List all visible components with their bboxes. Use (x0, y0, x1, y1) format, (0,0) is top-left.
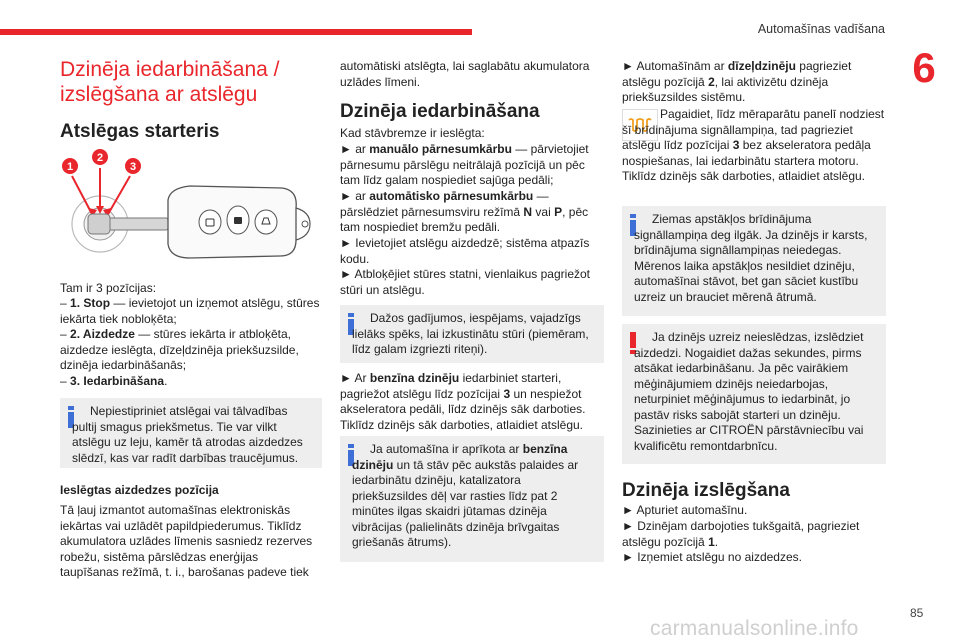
callout-number-1: 1 (66, 161, 74, 173)
stop-step-2: ► Dzinējam darbojoties tukšgaitā, pagrieziet atslēgu pozīcijā 1. (622, 519, 860, 549)
info-note-petrol-vibration: Ja automašīna ir aprīkota ar benzīna dzinēju un tā stāv pēc aukstās palaides ar iedarbinātu dzinēju, katalizatora priekšuzsildes dēļ var rasties līdz pat 2 minūtes ilgas skaidri jūtamas dzinēja vibrācijas (palielināts dzinēja brīvgaitas griešanās ātrums). (340, 436, 604, 562)
callout-arrow-3 (107, 176, 130, 216)
stop-step-3: ► Izņemiet atslēgu no aizdedzes. (622, 550, 802, 564)
position-2-text: – 2. Aizdedze — stūres iekārta ir atbloķēta, aizdedze ieslēgta, dīzeļdzinēja priekšuzsilde, dzinēja iedarbināšanās; (60, 327, 299, 372)
watermark: carmanualsonline.info (650, 617, 859, 640)
unlock-steering-step: ► Atbloķējiet stūres statni, vienlaikus pagriežot stūri un atslēgu. (340, 267, 591, 297)
manual-gearbox-step: ► ar manuālo pārnesumkārbu — pārvietojiet pārnesumu pārslēgu neitrālajā pozīcijā un pēc tam līdz galam nospiediet sajūga pedāli; (340, 142, 589, 187)
start-intro: Kad stāvbremze ir ieslēgta: (340, 126, 485, 140)
section-title-line-2: izslēgšana ar atslēgu (60, 83, 258, 106)
key-illustration (60, 148, 322, 266)
stop-step-1: ► Apturiet automašīnu. (622, 503, 748, 517)
section-title-line-1: Dzinēja iedarbināšana / (60, 58, 280, 81)
auto-gearbox-step: ► ar automātisko pārnesumkārbu — pārslēdziet pārnesumsviru režīmā N vai P, pēc tam nospiediet bremžu pedāli. (340, 189, 589, 234)
petrol-start-step: ► Ar benzīna dzinēju iedarbiniet starteri, pagriežot atslēgu līdz pozīcijai 3 un nespiežot akseleratora pedāli, līdz dzinējs sāk darboties. Tiklīdz dzinējs sāk darboties, atlaidiet atslēgu. (340, 371, 586, 432)
warning-note-starter: Ja dzinējs uzreiz neieslēdzas, izslēdziet aizdedzi. Nogaidiet dažas sekundes, pirms atsākat iedarbināšanu. Ja pēc vairākiem mēģinājumiem dzinējs neiedarbojas, neturpiniet mēģinājumus to iedarbināt, jo pastāv risks sabojāt starteri un dzinēju. Sazinieties ar CITROËN pārstāvniecību vai kvalificētu remontdarbnīcu. (622, 324, 886, 464)
position-3-text: – 3. Iedarbināšana. (60, 374, 168, 388)
chapter-number: 6 (912, 44, 936, 91)
insert-key-step: ► Ievietojiet atslēgu aizdedzē; sistēma atpazīs kodu. (340, 236, 590, 266)
start-engine-heading: Dzinēja iedarbināšana (340, 101, 540, 122)
fob-button-trunk (255, 210, 277, 234)
stop-engine-heading: Dzinēja izslēgšana (622, 480, 790, 501)
info-note-winter: Ziemas apstākļos brīdinājuma signāllampiņa deg ilgāk. Ja dzinējs ir karsts, brīdinājuma signāllampiņas neiedegas. Mērenos laika apstākļos nesildiet dzinēju, automašīnai stāvot, bet gan sāciet kustību uzreiz un brauciet mērenā ātrumā. (622, 206, 886, 316)
ignition-position-heading: Ieslēgtas aizdedzes pozīcija (60, 483, 219, 497)
info-note-key-weight: Nepiestipriniet atslēgai vai tālvadības pultij smagus priekšmetus. Tie var vilkt atslēgu uz leju, kamēr tā atrodas aizdedzes slēdzī, kas var radīt darbības traucējumus. (60, 398, 322, 468)
ignition-position-text: Tā ļauj izmantot automašīnas elektroniskās iekārtas vai uzlādēt papildpiederumus. Tiklīdz akumulatora uzlādes līmenis sasniedz rezerves robežu, sistēma pārslēdzas enerģijas taupīšanas režīmā, t. i., barošanas padeve tiek (60, 503, 313, 579)
callout-number-3: 3 (129, 161, 137, 173)
header-accent-bar (0, 29, 472, 35)
starter-heading: Atslēgas starteris (60, 121, 220, 142)
positions-intro: Tam ir 3 pozīcijas: (60, 281, 157, 295)
callout-number-2: 2 (96, 152, 104, 164)
position-1-text: – 1. Stop — ievietojot un izņemot atslēgu, stūres iekārta tiek nobloķēta; (60, 296, 320, 326)
info-note-steering: Dažos gadījumos, iespējams, vajadzīgs lielāks spēks, lai izkustinātu stūri (piemēram, līdz galam izgriezti riteņi). (340, 305, 604, 363)
diesel-preheat-step: ► Automašīnām ar dīzeļdzinēju pagrieziet atslēgu pozīcijā 2, lai aktivizētu dzinēja priekšuzsildes sistēmu. (622, 59, 852, 104)
glow-plug-step: Pagaidiet, līdz mēraparātu panelī nodziest šī brīdinājuma signāllampiņa, tad pagrieziet atslēgu līdz pozīcijai 3 bez akseleratora pedāļa nospiešanas, lai iedarbinātu startera motoru. Tiklīdz dzinējs sāk darboties, atlaidiet atslēgu. (622, 107, 885, 183)
page-number: 85 (910, 606, 924, 620)
running-header: Automašīnas vadīšana (757, 22, 885, 36)
ignition-position-continued: automātiski atslēgta, lai saglabātu akumulatora uzlādes līmeni. (340, 59, 590, 89)
fob-button-unlock (199, 210, 221, 234)
